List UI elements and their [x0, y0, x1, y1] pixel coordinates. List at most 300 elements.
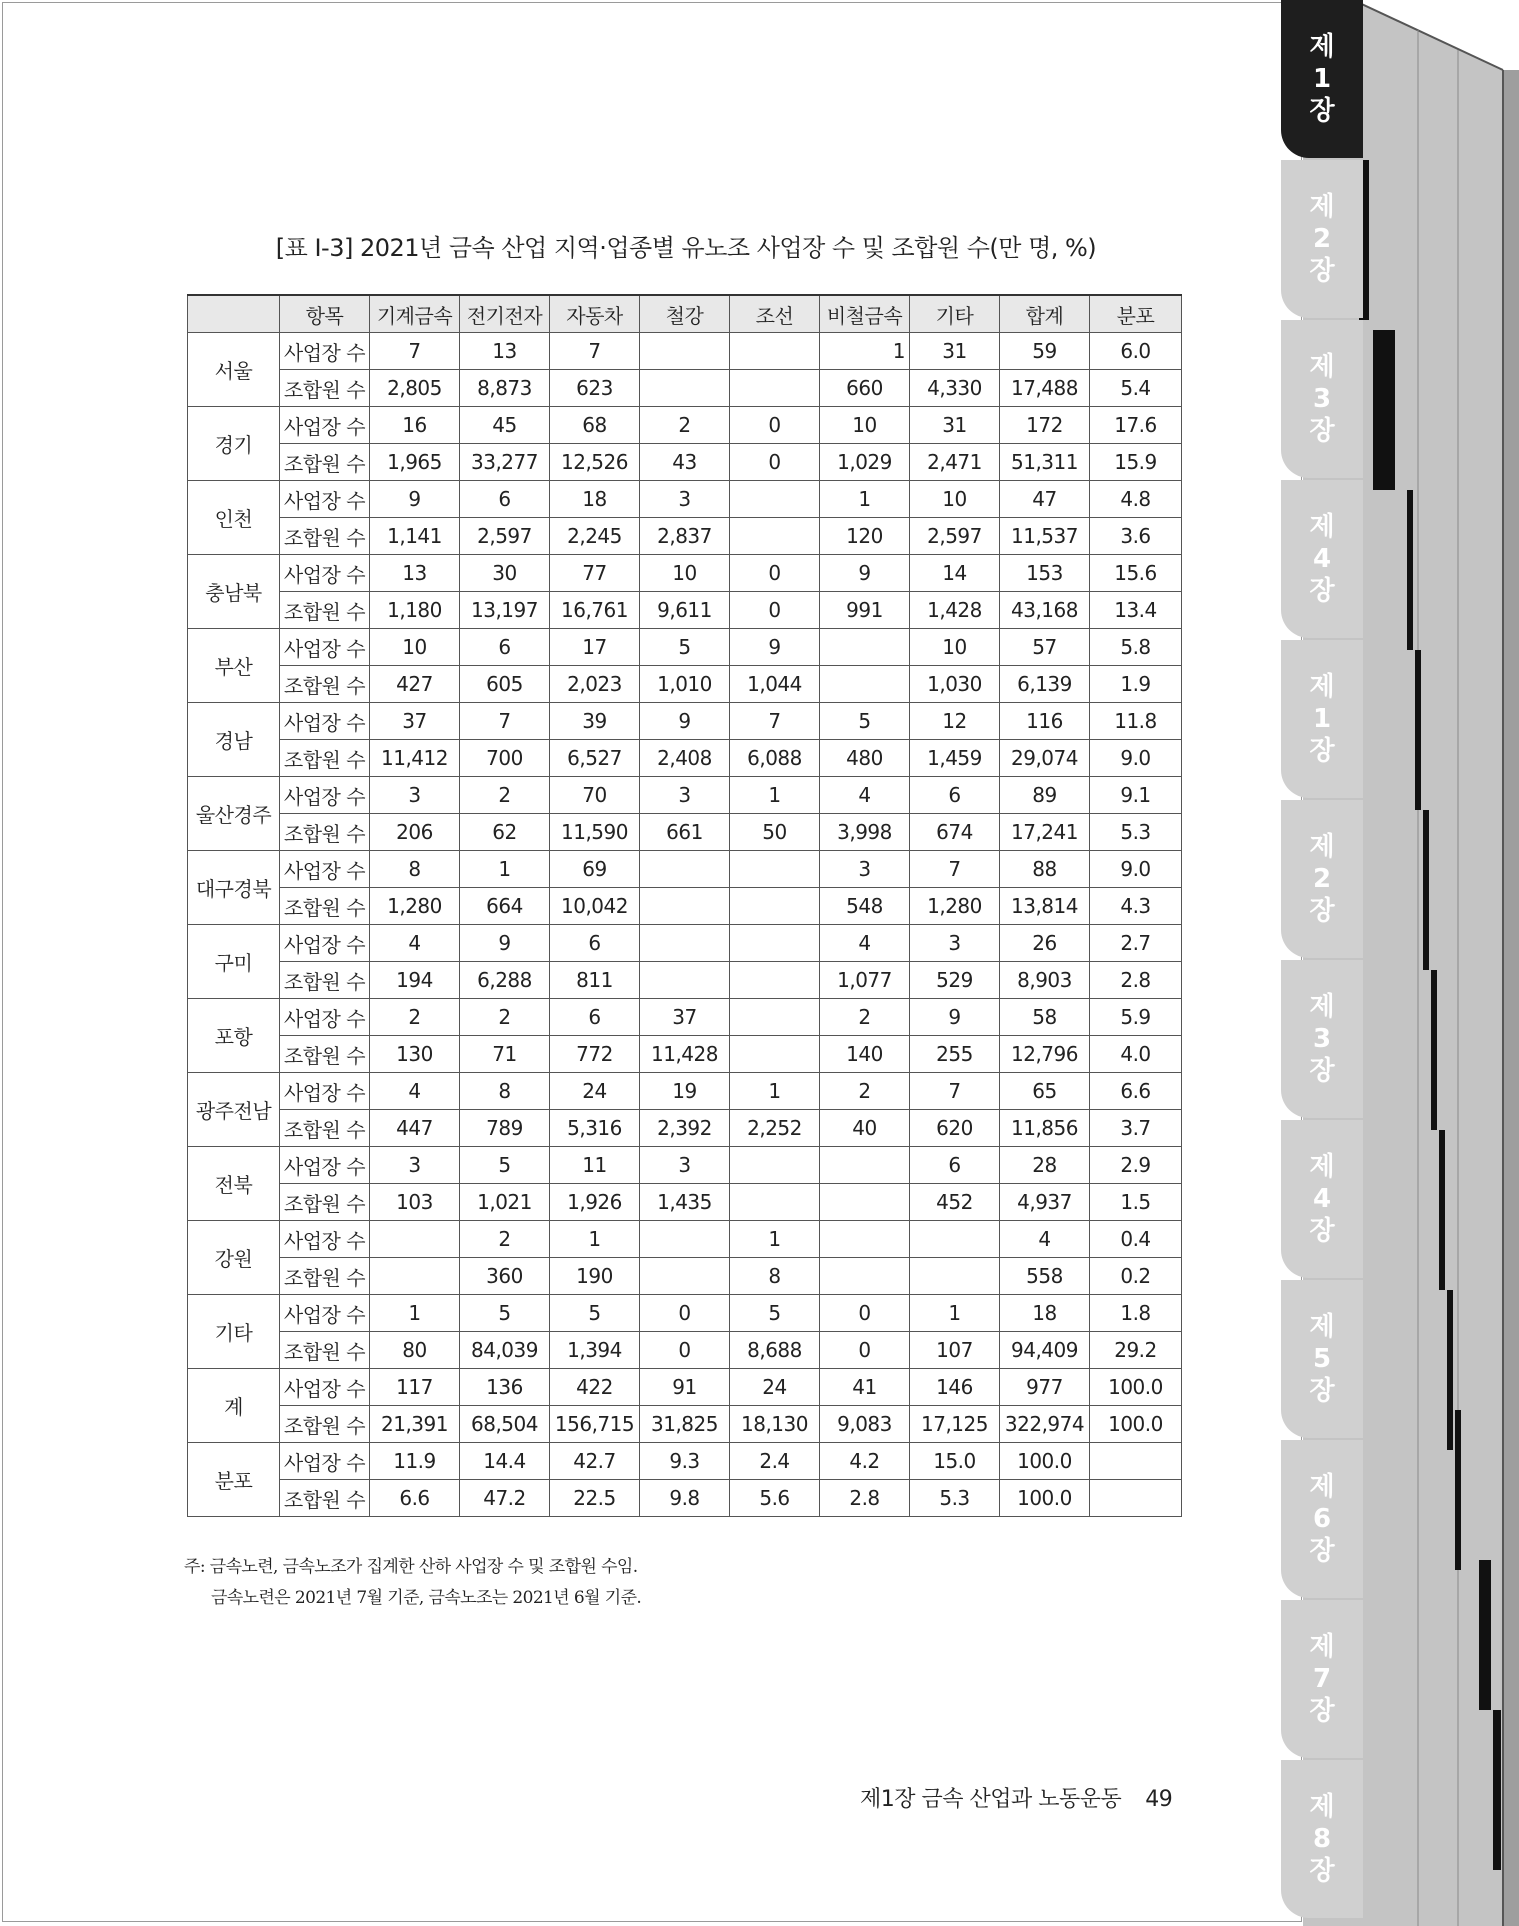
- value-cell: 3: [820, 851, 910, 888]
- value-cell: 18: [1000, 1295, 1090, 1332]
- value-cell: 140: [820, 1036, 910, 1073]
- value-cell: [640, 1258, 730, 1295]
- value-cell: 11: [550, 1147, 640, 1184]
- chapter-tab-label: 제4장: [1309, 1152, 1335, 1246]
- value-cell: 1: [370, 1295, 460, 1332]
- chapter-tab-label: 제6장: [1309, 1472, 1335, 1566]
- value-cell: 2,597: [910, 518, 1000, 555]
- value-cell: 69: [550, 851, 640, 888]
- value-cell: 31: [910, 407, 1000, 444]
- value-cell: 17,125: [910, 1406, 1000, 1443]
- value-cell: 11.9: [370, 1443, 460, 1480]
- value-cell: 13.4: [1090, 592, 1182, 629]
- value-cell: 2,408: [640, 740, 730, 777]
- value-cell: 47.2: [460, 1480, 550, 1517]
- value-cell: 1: [550, 1221, 640, 1258]
- value-cell: 13: [460, 333, 550, 370]
- value-cell: 3: [370, 777, 460, 814]
- value-cell: 1,926: [550, 1184, 640, 1221]
- value-cell: 0: [640, 1295, 730, 1332]
- value-cell: 16,761: [550, 592, 640, 629]
- chapter-tab[interactable]: [1281, 160, 1363, 318]
- value-cell: [640, 333, 730, 370]
- value-cell: 2: [460, 777, 550, 814]
- value-cell: 24: [550, 1073, 640, 1110]
- value-cell: 80: [370, 1332, 460, 1369]
- table-row: [188, 444, 1182, 481]
- value-cell: 37: [640, 999, 730, 1036]
- item-cell: 사업장 수: [280, 555, 370, 592]
- column-header: 합계: [1000, 295, 1090, 333]
- value-cell: 41: [820, 1369, 910, 1406]
- chapter-tab-label: 제8장: [1309, 1792, 1335, 1886]
- value-cell: 322,974: [1000, 1406, 1090, 1443]
- value-cell: 9: [460, 925, 550, 962]
- value-cell: 3.6: [1090, 518, 1182, 555]
- value-cell: 2.8: [1090, 962, 1182, 999]
- value-cell: 0: [730, 444, 820, 481]
- item-cell: 사업장 수: [280, 1073, 370, 1110]
- value-cell: 1,428: [910, 592, 1000, 629]
- value-cell: 3: [370, 1147, 460, 1184]
- value-cell: 68: [550, 407, 640, 444]
- value-cell: 71: [460, 1036, 550, 1073]
- value-cell: [640, 851, 730, 888]
- value-cell: 10,042: [550, 888, 640, 925]
- value-cell: 664: [460, 888, 550, 925]
- value-cell: [730, 888, 820, 925]
- item-cell: 조합원 수: [280, 592, 370, 629]
- item-cell: 조합원 수: [280, 1110, 370, 1147]
- column-header: 자동차: [550, 295, 640, 333]
- item-cell: 사업장 수: [280, 925, 370, 962]
- value-cell: [730, 999, 820, 1036]
- value-cell: 59: [1000, 333, 1090, 370]
- value-cell: 700: [460, 740, 550, 777]
- value-cell: 24: [730, 1369, 820, 1406]
- value-cell: 447: [370, 1110, 460, 1147]
- value-cell: 2.8: [820, 1480, 910, 1517]
- region-cell: 경기: [188, 407, 280, 481]
- value-cell: 5.8: [1090, 629, 1182, 666]
- value-cell: 16: [370, 407, 460, 444]
- value-cell: 1,029: [820, 444, 910, 481]
- value-cell: 4: [370, 925, 460, 962]
- item-cell: 조합원 수: [280, 740, 370, 777]
- value-cell: 4: [370, 1073, 460, 1110]
- value-cell: 9: [820, 555, 910, 592]
- value-cell: 8: [370, 851, 460, 888]
- region-cell: 대구경북: [188, 851, 280, 925]
- value-cell: 9.0: [1090, 851, 1182, 888]
- value-cell: 29,074: [1000, 740, 1090, 777]
- value-cell: 77: [550, 555, 640, 592]
- item-cell: 조합원 수: [280, 888, 370, 925]
- value-cell: 116: [1000, 703, 1090, 740]
- chapter-tab[interactable]: [1281, 800, 1363, 958]
- value-cell: 9.0: [1090, 740, 1182, 777]
- column-header: 비철금속: [820, 295, 910, 333]
- value-cell: 3,998: [820, 814, 910, 851]
- value-cell: 8: [730, 1258, 820, 1295]
- value-cell: 190: [550, 1258, 640, 1295]
- value-cell: 1,044: [730, 666, 820, 703]
- chapter-tab-label: 제1장: [1309, 32, 1335, 126]
- table-row: [188, 851, 1182, 888]
- table-header-row: [188, 295, 1182, 333]
- value-cell: 5.3: [910, 1480, 1000, 1517]
- region-cell: 부산: [188, 629, 280, 703]
- value-cell: 1,141: [370, 518, 460, 555]
- region-cell: 포항: [188, 999, 280, 1073]
- item-cell: 조합원 수: [280, 1184, 370, 1221]
- value-cell: 1: [820, 333, 910, 370]
- value-cell: 661: [640, 814, 730, 851]
- value-cell: 605: [460, 666, 550, 703]
- value-cell: [820, 1184, 910, 1221]
- value-cell: [640, 925, 730, 962]
- value-cell: 100.0: [1000, 1443, 1090, 1480]
- value-cell: 37: [370, 703, 460, 740]
- value-cell: 548: [820, 888, 910, 925]
- value-cell: 2: [460, 1221, 550, 1258]
- value-cell: 88: [1000, 851, 1090, 888]
- value-cell: 1,021: [460, 1184, 550, 1221]
- table-row: [188, 1184, 1182, 1221]
- value-cell: 3: [910, 925, 1000, 962]
- value-cell: 1: [910, 1295, 1000, 1332]
- column-header: 항목: [280, 295, 370, 333]
- value-cell: [370, 1221, 460, 1258]
- value-cell: 8,873: [460, 370, 550, 407]
- value-cell: 19: [640, 1073, 730, 1110]
- value-cell: 1,280: [370, 888, 460, 925]
- value-cell: 8,903: [1000, 962, 1090, 999]
- table-row: [188, 1110, 1182, 1147]
- value-cell: [730, 481, 820, 518]
- chapter-tab[interactable]: [1281, 1280, 1363, 1438]
- region-cell: 분포: [188, 1443, 280, 1517]
- value-cell: 42.7: [550, 1443, 640, 1480]
- item-cell: 사업장 수: [280, 629, 370, 666]
- value-cell: 70: [550, 777, 640, 814]
- value-cell: 5: [640, 629, 730, 666]
- value-cell: 26: [1000, 925, 1090, 962]
- region-cell: 광주전남: [188, 1073, 280, 1147]
- value-cell: 11,856: [1000, 1110, 1090, 1147]
- value-cell: 120: [820, 518, 910, 555]
- table-row: [188, 1332, 1182, 1369]
- item-cell: 조합원 수: [280, 666, 370, 703]
- value-cell: 1.8: [1090, 1295, 1182, 1332]
- value-cell: 0: [820, 1295, 910, 1332]
- value-cell: 4.8: [1090, 481, 1182, 518]
- value-cell: 4,937: [1000, 1184, 1090, 1221]
- value-cell: 5.4: [1090, 370, 1182, 407]
- value-cell: 3.7: [1090, 1110, 1182, 1147]
- table-row: [188, 888, 1182, 925]
- value-cell: 977: [1000, 1369, 1090, 1406]
- table-row: [188, 1443, 1182, 1480]
- value-cell: [910, 1258, 1000, 1295]
- value-cell: 57: [1000, 629, 1090, 666]
- item-cell: 사업장 수: [280, 481, 370, 518]
- value-cell: 84,039: [460, 1332, 550, 1369]
- value-cell: 103: [370, 1184, 460, 1221]
- value-cell: 5: [460, 1147, 550, 1184]
- value-cell: 7: [730, 703, 820, 740]
- item-cell: 사업장 수: [280, 851, 370, 888]
- value-cell: 6,288: [460, 962, 550, 999]
- value-cell: 9: [730, 629, 820, 666]
- item-cell: 조합원 수: [280, 518, 370, 555]
- item-cell: 조합원 수: [280, 1406, 370, 1443]
- column-header: 조선: [730, 295, 820, 333]
- value-cell: 30: [460, 555, 550, 592]
- value-cell: [730, 518, 820, 555]
- table-note-1: 주: 금속노련, 금속노조가 집계한 산하 사업장 수 및 조합원 수임.: [184, 1557, 638, 1577]
- chapter-tab-label: 제3장: [1309, 992, 1335, 1086]
- table-row: [188, 1295, 1182, 1332]
- chapter-tab-label: 제1장: [1309, 672, 1335, 766]
- value-cell: 10: [910, 481, 1000, 518]
- value-cell: 1,030: [910, 666, 1000, 703]
- table-row: [188, 703, 1182, 740]
- value-cell: 7: [370, 333, 460, 370]
- value-cell: 11,537: [1000, 518, 1090, 555]
- item-cell: 사업장 수: [280, 1221, 370, 1258]
- value-cell: 9.3: [640, 1443, 730, 1480]
- value-cell: 1,394: [550, 1332, 640, 1369]
- value-cell: 558: [1000, 1258, 1090, 1295]
- value-cell: 62: [460, 814, 550, 851]
- region-cell: 계: [188, 1369, 280, 1443]
- value-cell: 5: [550, 1295, 640, 1332]
- item-cell: 사업장 수: [280, 1147, 370, 1184]
- value-cell: 2: [370, 999, 460, 1036]
- value-cell: [730, 333, 820, 370]
- value-cell: 674: [910, 814, 1000, 851]
- value-cell: 1,459: [910, 740, 1000, 777]
- value-cell: [640, 962, 730, 999]
- value-cell: 17.6: [1090, 407, 1182, 444]
- item-cell: 사업장 수: [280, 1443, 370, 1480]
- region-cell: 경남: [188, 703, 280, 777]
- chapter-tab[interactable]: [1281, 1440, 1363, 1598]
- table-row: [188, 555, 1182, 592]
- chapter-tab-label: 제3장: [1309, 352, 1335, 446]
- value-cell: 5.6: [730, 1480, 820, 1517]
- value-cell: 360: [460, 1258, 550, 1295]
- item-cell: 조합원 수: [280, 444, 370, 481]
- value-cell: [1090, 1443, 1182, 1480]
- value-cell: 623: [550, 370, 640, 407]
- value-cell: 10: [370, 629, 460, 666]
- value-cell: [820, 629, 910, 666]
- chapter-tab[interactable]: [1281, 320, 1363, 478]
- value-cell: 452: [910, 1184, 1000, 1221]
- value-cell: [730, 925, 820, 962]
- value-cell: [730, 851, 820, 888]
- item-cell: 사업장 수: [280, 703, 370, 740]
- value-cell: 0.2: [1090, 1258, 1182, 1295]
- value-cell: 2.7: [1090, 925, 1182, 962]
- item-cell: 사업장 수: [280, 407, 370, 444]
- value-cell: 18: [550, 481, 640, 518]
- item-cell: 사업장 수: [280, 777, 370, 814]
- value-cell: 89: [1000, 777, 1090, 814]
- value-cell: 21,391: [370, 1406, 460, 1443]
- table-row: [188, 777, 1182, 814]
- item-cell: 조합원 수: [280, 1036, 370, 1073]
- value-cell: 4.3: [1090, 888, 1182, 925]
- value-cell: 15.6: [1090, 555, 1182, 592]
- region-cell: 울산경주: [188, 777, 280, 851]
- value-cell: 6.6: [370, 1480, 460, 1517]
- value-cell: 14: [910, 555, 1000, 592]
- value-cell: 0: [730, 555, 820, 592]
- table-row: [188, 1406, 1182, 1443]
- value-cell: 15.0: [910, 1443, 1000, 1480]
- page-footer: [860, 1782, 1172, 1813]
- value-cell: 51,311: [1000, 444, 1090, 481]
- table-row: [188, 592, 1182, 629]
- value-cell: 11,428: [640, 1036, 730, 1073]
- value-cell: 40: [820, 1110, 910, 1147]
- value-cell: 7: [910, 1073, 1000, 1110]
- table-row: [188, 666, 1182, 703]
- chapter-tab[interactable]: [1281, 1760, 1363, 1918]
- value-cell: 9,611: [640, 592, 730, 629]
- value-cell: 1: [730, 777, 820, 814]
- region-cell: 서울: [188, 333, 280, 407]
- value-cell: 117: [370, 1369, 460, 1406]
- value-cell: 22.5: [550, 1480, 640, 1517]
- value-cell: [730, 1036, 820, 1073]
- chapter-tab-label: 제2장: [1309, 192, 1335, 286]
- table-row: [188, 1147, 1182, 1184]
- column-header: 철강: [640, 295, 730, 333]
- value-cell: 33,277: [460, 444, 550, 481]
- chapter-tab[interactable]: [1281, 1600, 1363, 1758]
- table-row: [188, 814, 1182, 851]
- chapter-tab[interactable]: [1281, 640, 1363, 798]
- value-cell: 1,180: [370, 592, 460, 629]
- value-cell: [640, 1221, 730, 1258]
- table-row: [188, 999, 1182, 1036]
- value-cell: 6: [460, 481, 550, 518]
- table-note-2: 금속노련은 2021년 7월 기준, 금속노조는 2021년 6월 기준.: [211, 1588, 642, 1608]
- value-cell: 660: [820, 370, 910, 407]
- item-cell: 조합원 수: [280, 1258, 370, 1295]
- value-cell: 11.8: [1090, 703, 1182, 740]
- value-cell: 2: [640, 407, 730, 444]
- value-cell: 0: [730, 592, 820, 629]
- value-cell: 1.5: [1090, 1184, 1182, 1221]
- value-cell: 50: [730, 814, 820, 851]
- value-cell: 4,330: [910, 370, 1000, 407]
- value-cell: 17,241: [1000, 814, 1090, 851]
- value-cell: [820, 1221, 910, 1258]
- chapter-tab[interactable]: [1281, 960, 1363, 1118]
- value-cell: 5.3: [1090, 814, 1182, 851]
- value-cell: 2: [820, 1073, 910, 1110]
- table-row: [188, 740, 1182, 777]
- value-cell: 422: [550, 1369, 640, 1406]
- value-cell: 6,088: [730, 740, 820, 777]
- value-cell: 2,597: [460, 518, 550, 555]
- value-cell: [370, 1258, 460, 1295]
- value-cell: 0: [820, 1332, 910, 1369]
- value-cell: 3: [640, 481, 730, 518]
- table-row: [188, 962, 1182, 999]
- footer-chapter-title: 제1장 금속 산업과 노동운동: [860, 1787, 1122, 1812]
- value-cell: 9.1: [1090, 777, 1182, 814]
- value-cell: 2: [820, 999, 910, 1036]
- value-cell: 2,805: [370, 370, 460, 407]
- table-row: [188, 1258, 1182, 1295]
- item-cell: 조합원 수: [280, 1332, 370, 1369]
- value-cell: 4: [820, 777, 910, 814]
- value-cell: 130: [370, 1036, 460, 1073]
- value-cell: 1,010: [640, 666, 730, 703]
- value-cell: 4.0: [1090, 1036, 1182, 1073]
- value-cell: 991: [820, 592, 910, 629]
- value-cell: 11,590: [550, 814, 640, 851]
- value-cell: 2,252: [730, 1110, 820, 1147]
- region-cell: 강원: [188, 1221, 280, 1295]
- item-cell: 조합원 수: [280, 1480, 370, 1517]
- chapter-tab-label: 제5장: [1309, 1312, 1335, 1406]
- value-cell: 12: [910, 703, 1000, 740]
- value-cell: [1090, 1480, 1182, 1517]
- value-cell: 2: [460, 999, 550, 1036]
- value-cell: 4.2: [820, 1443, 910, 1480]
- value-cell: 11,412: [370, 740, 460, 777]
- value-cell: 136: [460, 1369, 550, 1406]
- value-cell: 12,526: [550, 444, 640, 481]
- data-table: [187, 294, 1182, 1517]
- value-cell: 4: [1000, 1221, 1090, 1258]
- region-cell: 인천: [188, 481, 280, 555]
- page-number: 49: [1145, 1787, 1173, 1812]
- value-cell: 10: [820, 407, 910, 444]
- value-cell: 6.6: [1090, 1073, 1182, 1110]
- value-cell: 0: [640, 1332, 730, 1369]
- chapter-tab[interactable]: [1281, 0, 1363, 158]
- chapter-tab[interactable]: [1281, 480, 1363, 638]
- chapter-tab[interactable]: [1281, 1120, 1363, 1278]
- value-cell: 65: [1000, 1073, 1090, 1110]
- item-cell: 사업장 수: [280, 1369, 370, 1406]
- value-cell: [730, 370, 820, 407]
- value-cell: 480: [820, 740, 910, 777]
- table-row: [188, 518, 1182, 555]
- value-cell: 146: [910, 1369, 1000, 1406]
- value-cell: [640, 888, 730, 925]
- value-cell: 6,139: [1000, 666, 1090, 703]
- value-cell: 2,471: [910, 444, 1000, 481]
- value-cell: 789: [460, 1110, 550, 1147]
- value-cell: 13,197: [460, 592, 550, 629]
- value-cell: 9.8: [640, 1480, 730, 1517]
- value-cell: 156,715: [550, 1406, 640, 1443]
- value-cell: [910, 1221, 1000, 1258]
- value-cell: 17,488: [1000, 370, 1090, 407]
- value-cell: 2,023: [550, 666, 640, 703]
- value-cell: 31: [910, 333, 1000, 370]
- value-cell: 206: [370, 814, 460, 851]
